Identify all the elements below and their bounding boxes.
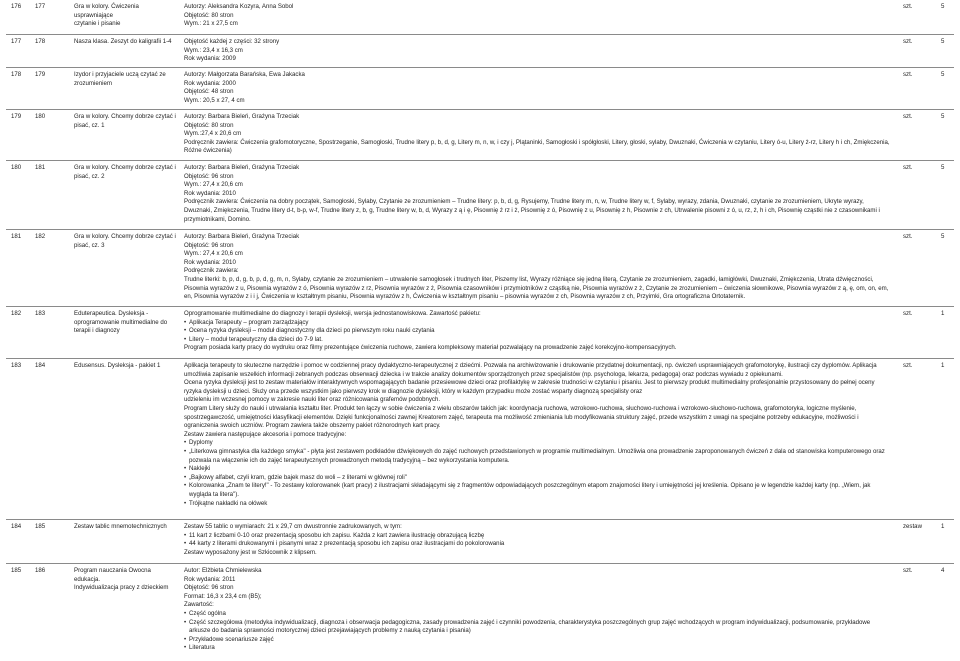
row-unit: szt. (903, 164, 913, 171)
row-unit: szt. (903, 71, 913, 78)
description-bullet: • Część szczegółowa (metodyka indywidualizacji, diagnoza i obserwacja pedagogiczna, zasady prowadzenia zajęć i czynniki powodzenia, charakterystyka poszczególnych grup zajęć wchodzących w program indywidualizacji, podsumowanie, przykładowe arkusze do badania sprawności motorycznej dzieci przejawiających problemy z nauką czytania i pisania) (184, 619, 890, 636)
description-line: Autor: Elżbieta Chmielewska (184, 567, 262, 574)
product-name-line: Zestaw tablic mnemotechnicznych (74, 523, 167, 530)
row-unit: szt. (903, 3, 913, 10)
description-line: Objętość: 96 stron (184, 241, 234, 249)
description-line: Objętość: 96 stron (184, 584, 234, 592)
row-quantity: 1 (941, 523, 945, 530)
product-name-line: Indywidualizacja pracy z dzieckiem (74, 584, 169, 592)
row-lp: 181 (11, 233, 22, 240)
description-bullet: • 44 karty z literami drukowanymi i pisanymi wraz z prezentacją sposobu ich zapisu oraz ilustracjami do pokolorowania (184, 540, 890, 549)
description-line: Wym.: 23,4 x 16,3 cm (184, 46, 243, 54)
description-line: Format: 16,3 x 23,4 cm (B5); (184, 592, 262, 600)
row-number: 178 (35, 38, 46, 45)
row-lp: 184 (11, 523, 22, 530)
description-line: Rok wydania: 2000 (184, 79, 236, 87)
description-bullet: • Naklejki (184, 465, 890, 474)
row-quantity: 4 (941, 567, 945, 574)
description-line: Wym.: 20,5 x 27, 4 cm (184, 96, 245, 104)
row-product-name (74, 310, 178, 336)
row-quantity: 5 (941, 233, 945, 240)
row-number: 183 (35, 310, 46, 317)
row-unit: szt. (903, 310, 913, 317)
description-bullet: • Literatura (184, 644, 890, 653)
description-bullet: • „Literkowa gimnastyka dla każdego smyka" - płyta jest zestawem podkładów dźwiękowych do zajęć ruchowych przedstawionych w programie multimedialnym. Umożliwia ona prowadzenie zaproponowanych ćwiczeń z dala od stanowiska komputerowego oraz pozwala na włączenie ich do zajęć terapeutycznych prowadzonych metodą tradycyjną – bez wykorzystania komputera. (184, 448, 890, 465)
product-name-line: Nasza klasa. Zeszyt do kaligrafii 1-4 (74, 38, 172, 45)
description-bullet: • Ocena ryzyka dysleksji – moduł diagnostyczny dla dzieci po pierwszym roku nauki czytania (184, 327, 890, 336)
row-product-name (74, 523, 178, 532)
row-number: 180 (35, 113, 46, 120)
row-product-name (74, 567, 178, 593)
description-line: Zestaw wyposażony jest w Szkicownik z klipsem. (184, 548, 317, 556)
row-product-name (74, 164, 178, 181)
product-name-line: Gra w kolory. Ćwiczenia usprawniające (74, 3, 139, 19)
row-unit: szt. (903, 113, 913, 120)
product-name-line: pisać, cz. 2 (74, 172, 105, 180)
description-bullet: • Aplikacja Terapeuty – program zarządzający (184, 319, 890, 328)
description-line: Autorzy: Aleksandra Kozyra, Anna Sobol (184, 3, 294, 10)
row-unit: szt. (903, 38, 913, 45)
row-description (184, 362, 890, 508)
description-line: Rok wydania: 2010 (184, 189, 236, 197)
description-line: Zawartość: (184, 601, 214, 609)
description-line: Zestaw 55 tablic o wymiarach: 21 x 29,7 cm dwustronnie zadrukowanych, w tym: (184, 523, 402, 530)
description-line: Rok wydania: 2009 (184, 55, 236, 63)
row-quantity: 5 (941, 71, 945, 78)
description-line: Wym.: 21 x 27,5 cm (184, 20, 238, 28)
row-number: 177 (35, 3, 46, 10)
row-product-name (74, 233, 178, 250)
row-description (184, 164, 890, 224)
description-line: Wym.:27,4 x 20,6 cm (184, 130, 242, 138)
row-lp: 185 (11, 567, 22, 574)
description-line: Podręcznik zawiera: Ćwiczenia grafomotoryczne, Spostrzeganie, Samogłoski, Trudne litery p, b, d, g, Litery m, n, w, i czy j, Plątaninki, Samogłoski i spółgłoski, Litery, głoski, sylaby, Dwuznaki, Ćwiczenia w czytaniu, Litery ó-u, Litery ż-rz, Litery h i ch, Zmiękczenia, Różne ćwiczenia) (184, 138, 890, 155)
row-description (184, 523, 890, 557)
description-line: Aplikacja terapeuty to skuteczne narzędzie i pomoc w codziennej pracy dydaktyczno-terapeutycznej z dziećmi. Pozwala na archiwizowanie i drukowanie przydatnej dokumentacji, np. ćwiczeń usprawniających grafomotorykę, ilustracji czy dyplomów. Aplikacja umożliwia zapisanie wszelkich informacji zebranych podczas obserwacji dziecka i w trakcie analizy dokumentów sporządzonych przez specjalistów (np. psychologa, lekarza, pedagoga) oraz podczas wywiadu z opiekunami. (184, 362, 877, 378)
description-line: Objętość: 48 stron (184, 88, 234, 96)
row-number: 182 (35, 233, 46, 240)
description-bullet: • 11 kart z liczbami 0-10 oraz prezentacją sposobu ich zapisu. Każda z kart zawiera ilustrację obrazującą liczbę (184, 532, 890, 541)
row-unit: szt. (903, 567, 913, 574)
description-bullet: • „Bajkowy alfabet, czyli kram, gdzie bajek masz do woli – z literami w głównej roli" (184, 474, 890, 483)
row-lp: 183 (11, 362, 22, 369)
row-unit: szt. (903, 362, 913, 369)
product-name-line: Gra w kolory. Chcemy dobrze czytać i (74, 164, 176, 171)
row-product-name (74, 38, 178, 47)
row-number: 184 (35, 362, 46, 369)
description-line: Objętość: 96 stron (184, 172, 234, 180)
description-bullet: • Kolorowanka „Znam te litery!" - To zestawy kolorowanek (kart pracy) z ilustracjami składającymi się z fragmentów odpowiadających poszczególnym etapom znajomości litery i umiejętności jej kreślenia. Opisano je w legendzie każdej karty (np. „Wiem, jak wygląda ta litera"). (184, 482, 890, 499)
description-bullet: • Część ogólna (184, 610, 890, 619)
row-description (184, 567, 890, 653)
product-name-line: czytanie i pisanie (74, 20, 121, 28)
row-quantity: 5 (941, 164, 945, 171)
product-name-line: Gra w kolory. Chcemy dobrze czytać i (74, 233, 176, 240)
description-line: udzieleniu im wczesnej pomocy w zakresie nauki liter oraz różnicowania grafemów podobnych. (184, 396, 441, 404)
row-description (184, 233, 890, 302)
description-line: Trudne literki: b, p, d, g, b, p, d, g, m, n, Sylaby, czytanie ze zrozumieniem – utrwalenie samogłosek i trudnych liter, Piszemy list, Wyrazy różniące się jedną literą, Czytanie ze zrozumieniem, zagadki, łamigłówki, Dwuznaki, Zmiękczenia, Utrata dźwięczności, Pisownia wyrazów z u, Pisownia wyrazów z ó, Pisownia wyrazów z rz, Pisownia wyrazów z ż, Pisownia czasowników i przymiotników z cząstką nie, Pisownia wyrazów z ż, Czytanie ze zrozumieniem – ćwiczenia słownikowe, Pisownia wyrazów z ą, ę, om, on, em, en, Pisownia wyrazów z i i j, Ćwiczenia w kształtnym pisaniu, Pisownia wyrazów z h, Ćwiczenia w kształtnym pisaniu – pisownia wyrazów z ch, Pisownia wyrazów z ch, Przyimki, Gra ortograficzna Ortotaternik. (184, 275, 889, 301)
description-line: Objętość: 80 stron (184, 121, 234, 129)
product-name-line: Edusensus. Dysleksja - pakiet 1 (74, 362, 161, 369)
description-line: Autorzy: Barbara Bieleń, Grażyna Trzeciak (184, 113, 300, 120)
description-line: Autorzy: Barbara Bieleń, Grażyna Trzeciak (184, 233, 300, 240)
row-quantity: 5 (941, 38, 945, 45)
product-name-line: Izydor i przyjaciele uczą czytać ze (74, 71, 166, 78)
row-product-name (74, 113, 178, 130)
row-lp: 179 (11, 113, 22, 120)
row-unit: szt. (903, 233, 913, 240)
row-product-name (74, 71, 178, 88)
description-line: Wym.: 27,4 x 20,6 cm (184, 181, 243, 189)
row-product-name (74, 3, 178, 29)
description-line: Objętość: 80 stron (184, 11, 234, 19)
row-number: 186 (35, 567, 46, 574)
row-number: 185 (35, 523, 46, 530)
row-unit: zestaw (903, 523, 922, 530)
product-name-line: pisać, cz. 3 (74, 241, 105, 249)
description-line: Podręcznik zawiera: Ćwiczenia na dobry początek, Samogłoski, Sylaby, Czytanie ze zrozumieniem – Trudne litery: p, b, d, g, Rysujemy, Trudne litery m, n, w, Trudne litery w, f, Sylaby, wyrazy, zdania, Dwuznaki, czytanie ze zrozumieniem, Ukryte wyrazy, Dwuznaki, Zmiękczenia, Trudne litery d-t, b-p, w-f, Trudne litery z, b, g, Trudne litery w, b, d, Wyrazy z ą i ę, Pisownię ż rz i ż, Pisownię z ó, Pisownię z u, Pisownię z h, Pisownie z ch, Utrwalenie pisowni z ó, u, rz, ż, h i ch, Pisownię cząstki nie z czasownikami i przymiotnikami, Domino. (184, 198, 880, 223)
product-name-line: Program nauczania Owocna edukacja. (74, 567, 151, 583)
row-number: 179 (35, 71, 46, 78)
description-line: Autorzy: Barbara Bieleń, Grażyna Trzeciak (184, 164, 300, 171)
row-product-name (74, 362, 178, 371)
description-line: Autorzy: Małgorzata Barańska, Ewa Jakacka (184, 71, 305, 78)
description-bullet: • Trójkątne nakładki na ołówek (184, 500, 890, 509)
product-name-line: oprogramowanie multimedialne do (74, 318, 168, 326)
row-quantity: 1 (941, 310, 945, 317)
row-lp: 177 (11, 38, 22, 45)
row-lp: 180 (11, 164, 22, 171)
product-name-line: zrozumieniem (74, 79, 112, 87)
row-description (184, 310, 890, 353)
row-description (184, 38, 890, 64)
description-line: Rok wydania: 2010 (184, 258, 236, 266)
description-line: Oprogramowanie multimedialne do diagnozy i terapii dysleksji, wersja jednostanowiskowa. Zawartość pakietu: (184, 310, 481, 317)
description-line: Objętość każdej z części: 32 strony (184, 38, 280, 45)
description-line: Rok wydania: 2011 (184, 575, 236, 583)
product-name-line: Eduterapeutica. Dysleksja - (74, 310, 149, 317)
description-line: Program posiada karty pracy do wydruku oraz filmy prezentujące ćwiczenia ruchowe, zawiera kompleksowy materiał pozwalający na prowadzenie zajęć korekcyjno-kompensacyjnych. (184, 344, 677, 352)
row-description (184, 113, 890, 156)
product-name-line: Gra w kolory. Chcemy dobrze czytać i (74, 113, 176, 120)
description-bullet: • Przykładowe scenariusze zajęć (184, 636, 890, 645)
row-lp: 182 (11, 310, 22, 317)
row-description (184, 71, 890, 105)
row-quantity: 5 (941, 3, 945, 10)
row-number: 181 (35, 164, 46, 171)
product-name-line: pisać, cz. 1 (74, 121, 105, 129)
row-quantity: 5 (941, 113, 945, 120)
product-name-line: terapii i diagnozy (74, 327, 120, 335)
description-line: Wym.: 27,4 x 20,6 cm (184, 250, 243, 258)
description-line: Program Litery służy do nauki i utrwalania kształtu liter. Produkt ten łączy w sobie ćwiczenia z wielu obszarów takich jak: koordynacja ruchowa, wzrokowo-ruchowa, słuchowo-ruchowa i wzrokowo-słuchowo-ruchowa, grafomotoryka, logiczne myślenie, spostrzegawczość, umiejętności klasyfikacji elementów. Dzięki funkcjonalności zawnej Kreatorem zajęć, terapeuta ma możliwość zmieniania lub modyfikowania struktury zajęć, przede wszystkim z uwagi na specjalne potrzeby edukacyjne, możliwości i ograniczenia swoich uczniów. Program zawiera także obszerny pakiet różnorodnych kart pracy. (184, 404, 859, 430)
description-bullet: • Dyplomy (184, 439, 890, 448)
row-quantity: 1 (941, 362, 945, 369)
row-lp: 176 (11, 3, 22, 10)
row-lp: 178 (11, 71, 22, 78)
row-description (184, 3, 890, 29)
description-line: Ocena ryzyka dysleksji jest to zestaw materiałów interaktywnych wspomagających badanie przesiewowe dzieci oraz profilaktykę w zakresie trudności w czytaniu i pisaniu. Jest to pierwszy produkt multimedialny profesjonalnie przystosowany do pełnej oceny ryzyka dysleksji u dzieci. Służy ona przede wszystkim jako pierwszy krok w diagnozie dysleksji, który w każdym przypadku może zostać wsparty diagnozą specjalisty oraz (184, 379, 875, 395)
description-line: Zestaw zawiera następujące akcesoria i pomoce tradycyjne: (184, 430, 347, 438)
description-line: Podręcznik zawiera: (184, 267, 239, 275)
description-bullet: • Litery – moduł terapeutyczny dla dzieci do 7-9 lat. (184, 336, 890, 345)
